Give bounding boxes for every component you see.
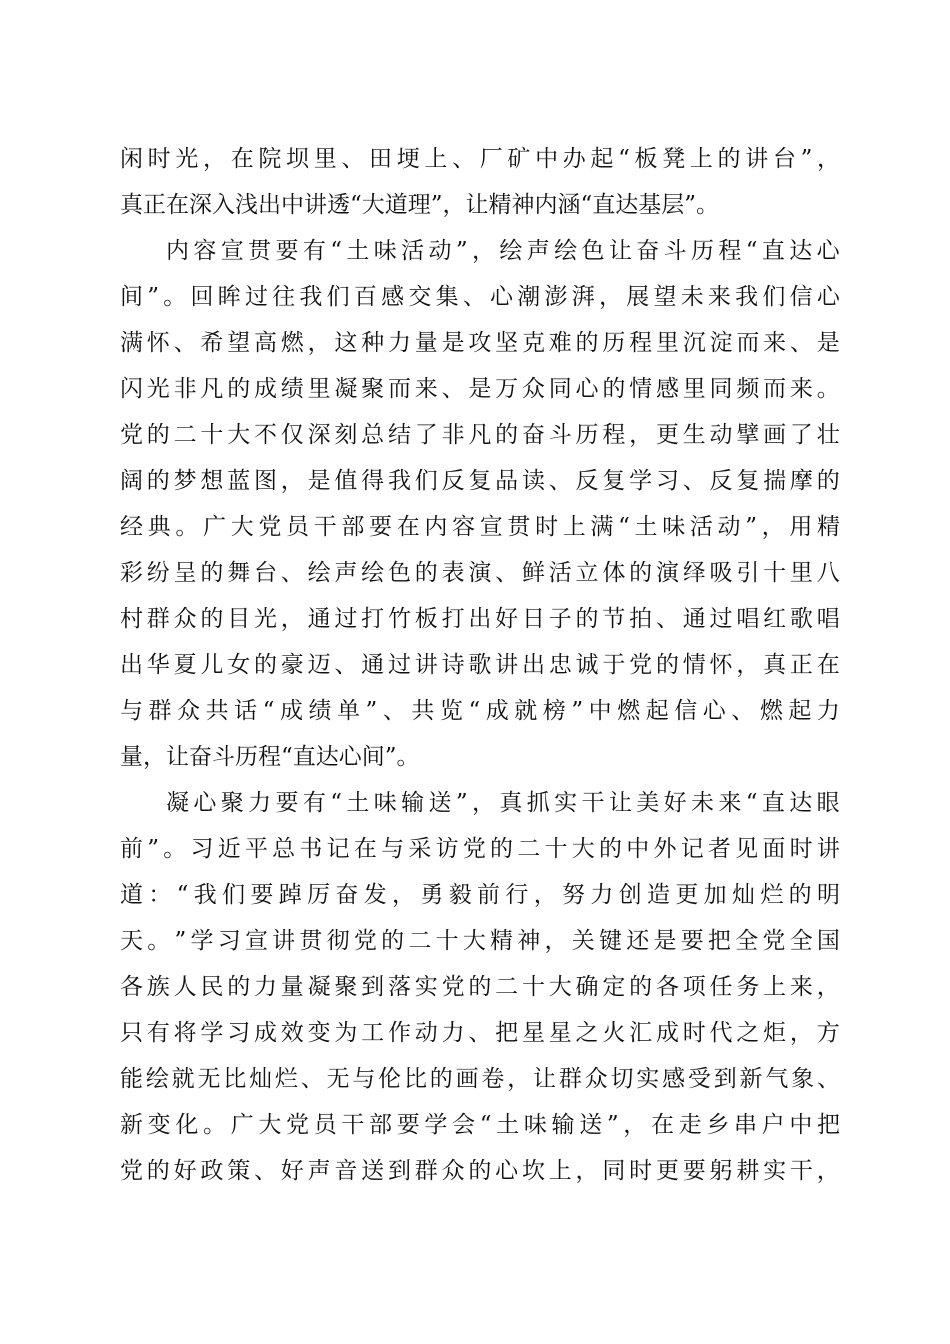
body-text [120,136,840,1194]
text-line: 党 的 好 政 策 、 好 声 音 送 到 群 众 的 心 坎 上 ， 同 时 更 要 躬 耕 实 干 ， [120,1158,840,1184]
text-line: 能 绘 就 无 比 灿 烂 、 无 与 伦 比 的 画 卷 ， 让 群 众 切 实 感 受 到 新 气 象 、 [120,1066,840,1092]
text-line: 出 华 夏 儿 女 的 豪 迈 、 通 过 讲 诗 歌 讲 出 忠 诚 于 党 的 情 怀 ， 真 正 在 [120,652,840,678]
text-line: 间 ” 。 回 眸 过 往 我 们 百 感 交 集 、 心 潮 澎 湃 ， 展 望 未 来 我 们 信 心 [120,284,840,310]
text-line: 经 典 。 广 大 党 员 干 部 要 在 内 容 宣 贯 时 上 满 “ 土 味 活 动 ” ， 用 精 [120,514,840,540]
text-line: 新 变 化 。 广 大 党 员 干 部 要 学 会 “ 土 味 输 送 ” ， 在 走 乡 串 户 中 把 [120,1112,840,1138]
text-line: 只 有 将 学 习 成 效 变 为 工 作 动 力 、 把 星 星 之 火 汇 成 时 代 之 炬 ， 方 [120,1020,840,1046]
text-line: 天 。 ” 学 习 宣 讲 贯 彻 党 的 二 十 大 精 神 ， 关 键 还 是 要 把 全 党 全 国 [120,928,840,954]
text-line: 党 的 二 十 大 不 仅 深 刻 总 结 了 非 凡 的 奋 斗 历 程 ， 更 生 动 擘 画 了 壮 [120,422,840,448]
text-line: 前 ” 。 习 近 平 总 书 记 在 与 采 访 党 的 二 十 大 的 中 外 记 者 见 面 时 讲 [120,836,840,862]
text-line: 村 群 众 的 目 光 ， 通 过 打 竹 板 打 出 好 日 子 的 节 拍 、 通 过 唱 红 歌 唱 [120,606,840,632]
text-line: 道 ： “ 我 们 要 踔 厉 奋 发 ， 勇 毅 前 行 ， 努 力 创 造 更 加 灿 烂 的 明 [120,882,840,908]
text-line: 闲 时 光 ， 在 院 坝 里 、 田 埂 上 、 厂 矿 中 办 起 “ 板 凳 上 的 讲 台 ” ， [120,146,840,172]
text-line: 与 群 众 共 话 “ 成 绩 单 ” 、 共 览 “ 成 就 榜 ” 中 燃 起 信 心 、 燃 起 力 [120,698,840,724]
text-line: 阔 的 梦 想 蓝 图 ， 是 值 得 我 们 反 复 品 读 、 反 复 学 习 、 反 复 揣 摩 的 [120,468,840,494]
text-line: 凝 心 聚 力 要 有 “ 土 味 输 送 ” ， 真 抓 实 干 让 美 好 未 来 “ 直 达 眼 [166,790,840,816]
text-line: 真正在深入浅出中讲透“大道理”，让精神内涵“直达基层”。 [120,192,720,218]
text-line: 彩 纷 呈 的 舞 台 、 绘 声 绘 色 的 表 演 、 鲜 活 立 体 的 演 绎 吸 引 十 里 八 [120,560,840,586]
text-line: 闪 光 非 凡 的 成 绩 里 凝 聚 而 来 、 是 万 众 同 心 的 情 感 里 同 频 而 来 。 [120,376,840,402]
text-line: 量，让奋斗历程“直达心间”。 [120,744,420,770]
text-line: 内 容 宣 贯 要 有 “ 土 味 活 动 ” ， 绘 声 绘 色 让 奋 斗 历 程 “ 直 达 心 [166,238,840,264]
text-line: 满 怀 、 希 望 高 燃 ， 这 种 力 量 是 攻 坚 克 难 的 历 程 里 沉 淀 而 来 、 是 [120,330,840,356]
text-line: 各 族 人 民 的 力 量 凝 聚 到 落 实 党 的 二 十 大 确 定 的 各 项 任 务 上 来 ， [120,974,840,1000]
